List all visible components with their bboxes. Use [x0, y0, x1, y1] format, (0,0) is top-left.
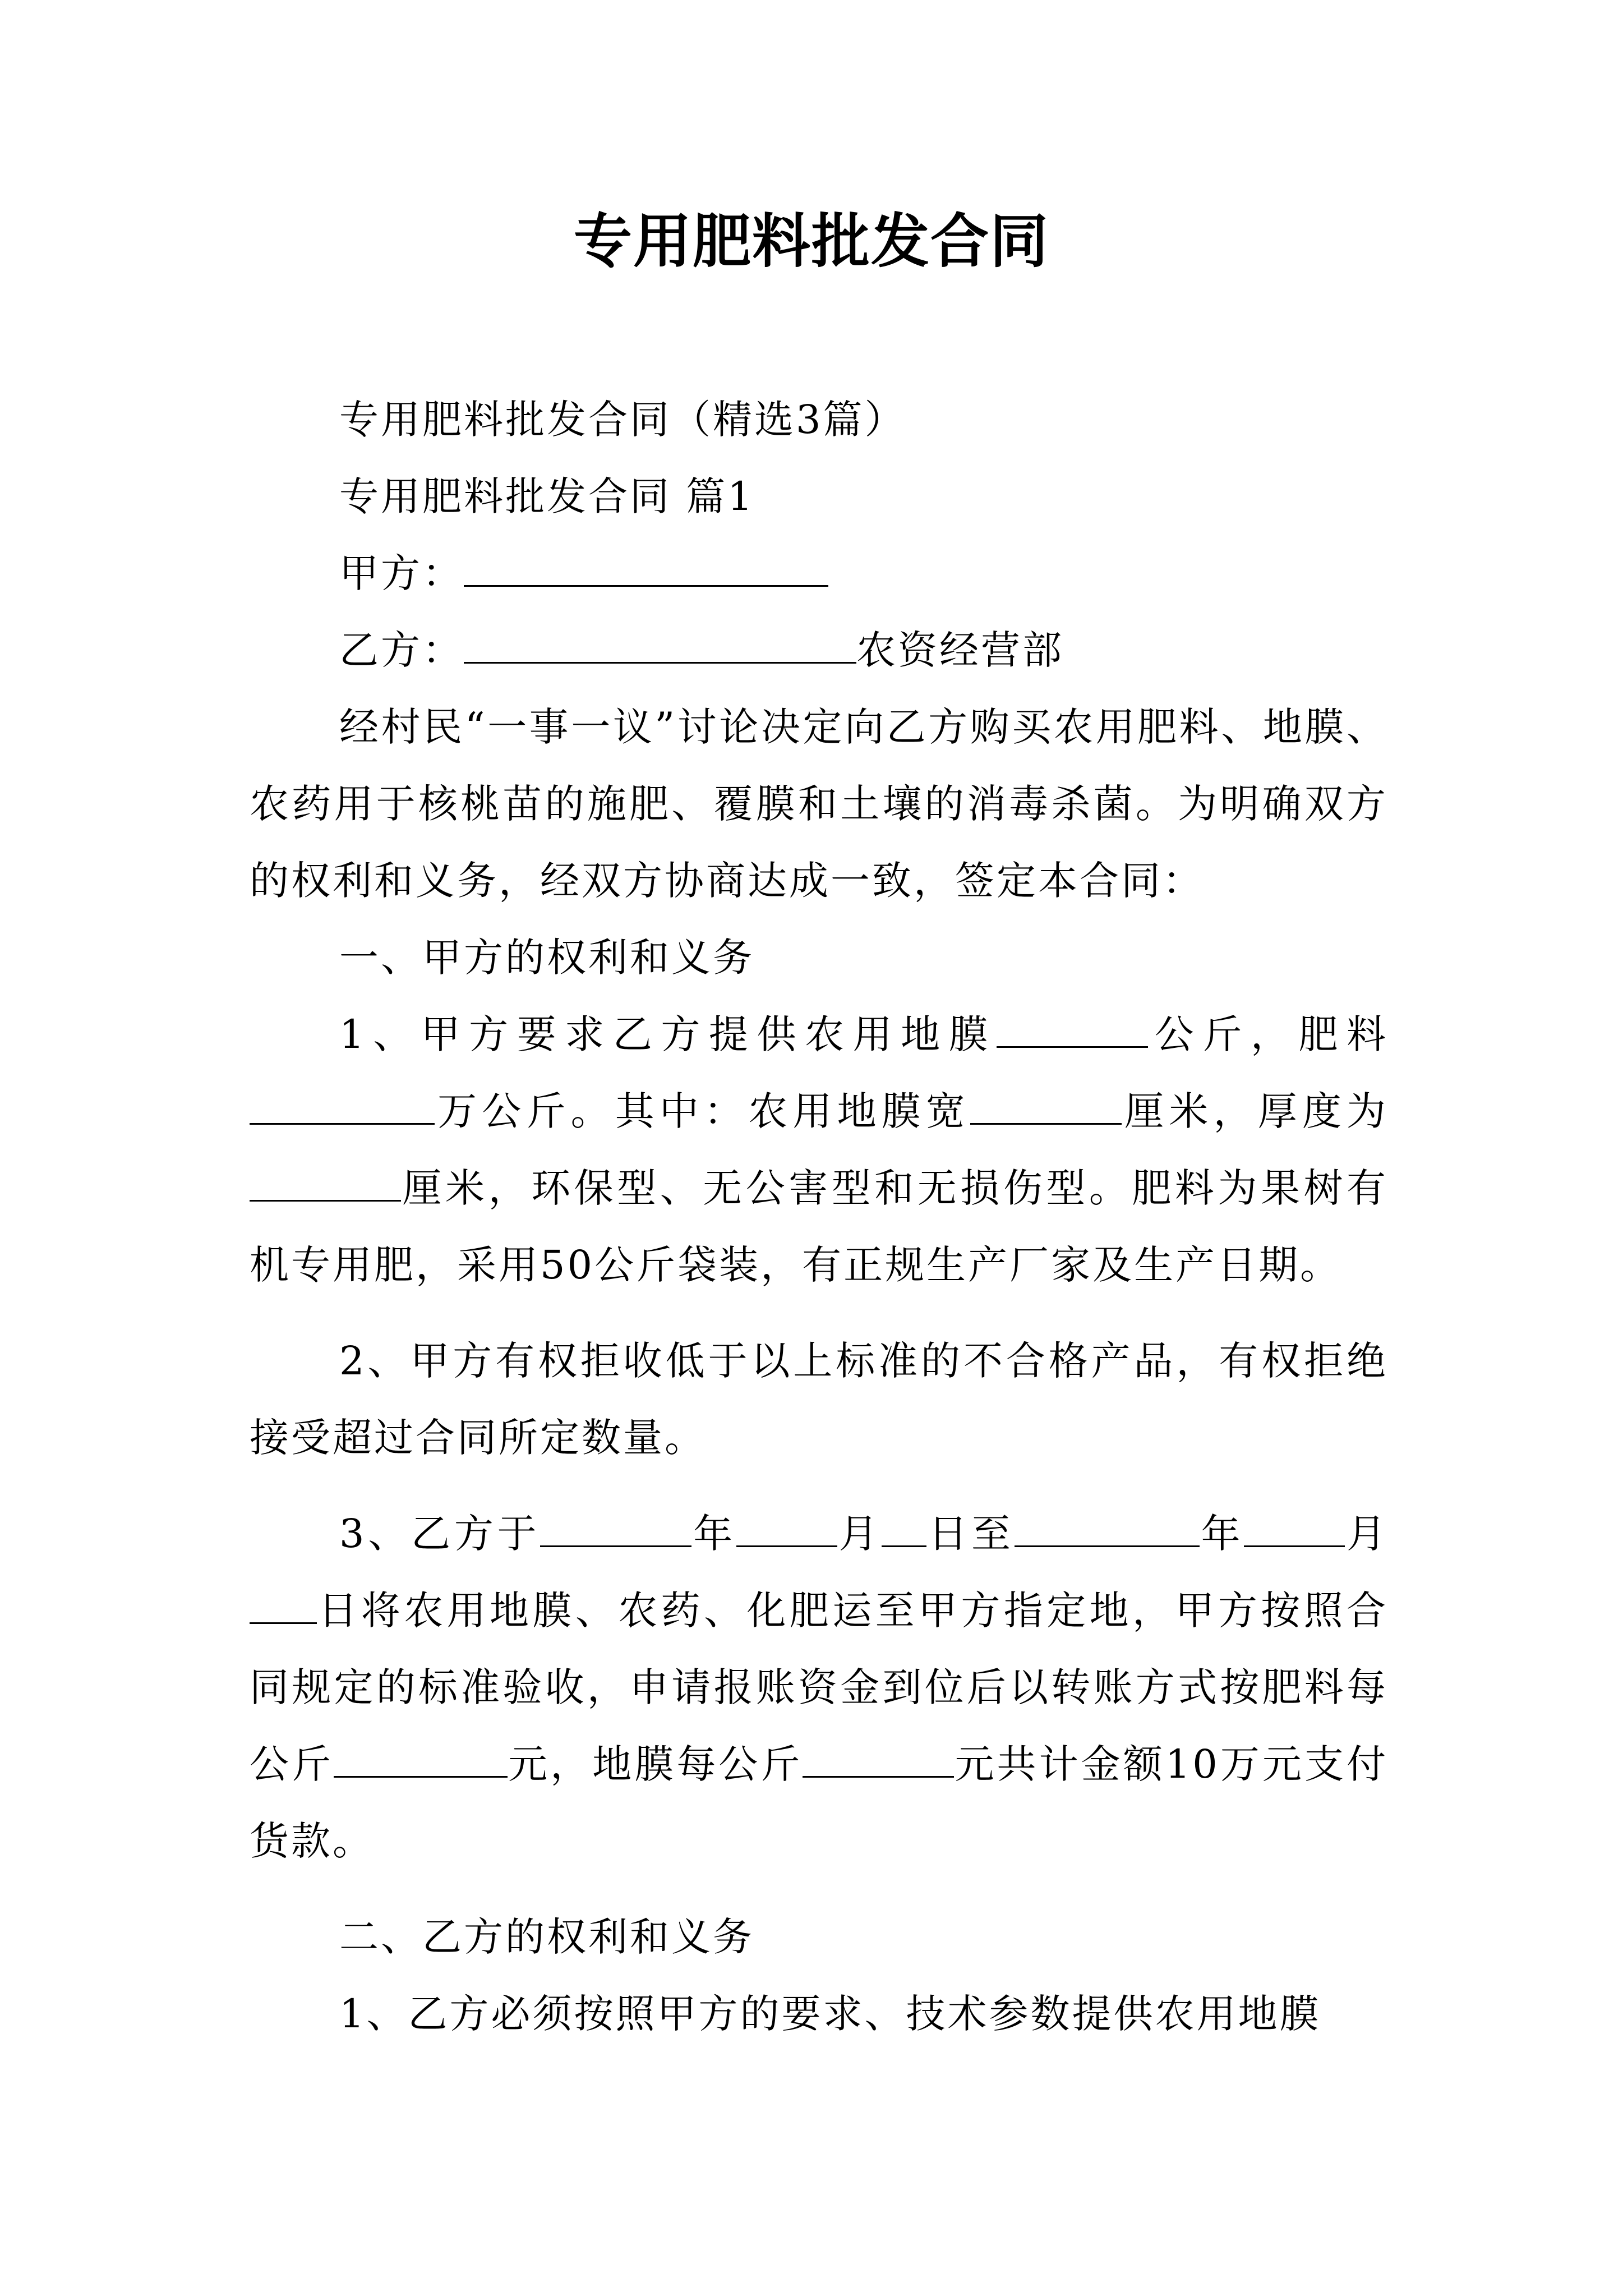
fertilizer-price-blank [334, 1741, 508, 1778]
clause-1-part-5: 厘米，环保型、无公害型和无损伤型。肥料为果树有机专用肥，采用50公斤袋装，有正规生产厂家及生产日期。 [250, 1165, 1388, 1288]
clause-1-part-1: 1、甲方要求乙方提供农用地膜 [339, 1011, 997, 1057]
document-body [250, 381, 1388, 2053]
clause-3-day-to: 日至 [926, 1511, 1015, 1557]
film-width-blank [970, 1088, 1122, 1125]
start-month-blank [736, 1510, 837, 1547]
clause-3-part-3: 元，地膜每公斤 [508, 1741, 803, 1787]
party-b-suffix: 农资经营部 [856, 627, 1064, 673]
party-a-label: 甲方： [339, 550, 464, 596]
end-year-blank [1015, 1510, 1200, 1547]
section-2-heading: 二、乙方的权利和义务 [339, 1914, 754, 1960]
end-day-blank [250, 1587, 317, 1624]
party-b-label: 乙方： [339, 627, 464, 673]
clause-1-part-3: 万公斤。其中：农用地膜宽 [435, 1088, 971, 1134]
clause-3-month-1: 月 [837, 1511, 882, 1557]
party-b-blank [464, 627, 856, 664]
article-heading: 专用肥料批发合同 篇1 [339, 473, 755, 519]
party-a-blank [464, 550, 828, 587]
film-price-blank [803, 1741, 954, 1778]
clause-3-part-4: 元共计金额10万元支付货款。 [250, 1741, 1389, 1864]
clause-3 [250, 1496, 1388, 1880]
start-year-blank [540, 1510, 691, 1547]
clause-2: 2、甲方有权拒收低于以上标准的不合格产品，有权拒绝接受超过合同所定数量。 [250, 1338, 1388, 1461]
clause-3-year-1: 年 [691, 1511, 736, 1557]
document-title: 专用肥料批发合同 [573, 207, 1049, 275]
fertilizer-quantity-blank [250, 1088, 435, 1125]
section-1-heading: 一、甲方的权利和义务 [339, 935, 754, 981]
clause-3-part-2: 日将农用地膜、农药、化肥运至甲方指定地，甲方按照合同规定的标准验收，申请报账资金到位后以转账方式按肥料每公斤 [250, 1588, 1388, 1787]
clause-3-month-2: 月 [1345, 1511, 1389, 1557]
end-month-blank [1244, 1510, 1345, 1547]
clause-b-1: 1、乙方必须按照甲方的要求、技术参数提供农用地膜 [339, 1991, 1321, 2037]
clause-1-part-2: 公斤，肥料 [1148, 1011, 1389, 1057]
film-thickness-blank [250, 1165, 401, 1202]
clause-1-part-4: 厘米，厚度为 [1122, 1088, 1389, 1134]
film-quantity-blank [997, 1011, 1148, 1048]
clause-1 [250, 996, 1388, 1304]
start-day-blank [882, 1510, 926, 1547]
party-a-line [250, 535, 1388, 612]
intro-paragraph: 经村民“一事一议”讨论决定向乙方购买农用肥料、地膜、农药用于核桃苗的施肥、覆膜和土壤的消毒杀菌。为明确双方的权利和义务，经双方协商达成一致，签定本合同： [250, 704, 1388, 904]
document-subtitle: 专用肥料批发合同（精选3篇） [339, 397, 906, 443]
clause-3-part-1: 3、乙方于 [339, 1511, 541, 1557]
party-b-line [250, 612, 1388, 689]
clause-3-year-2: 年 [1199, 1511, 1244, 1557]
